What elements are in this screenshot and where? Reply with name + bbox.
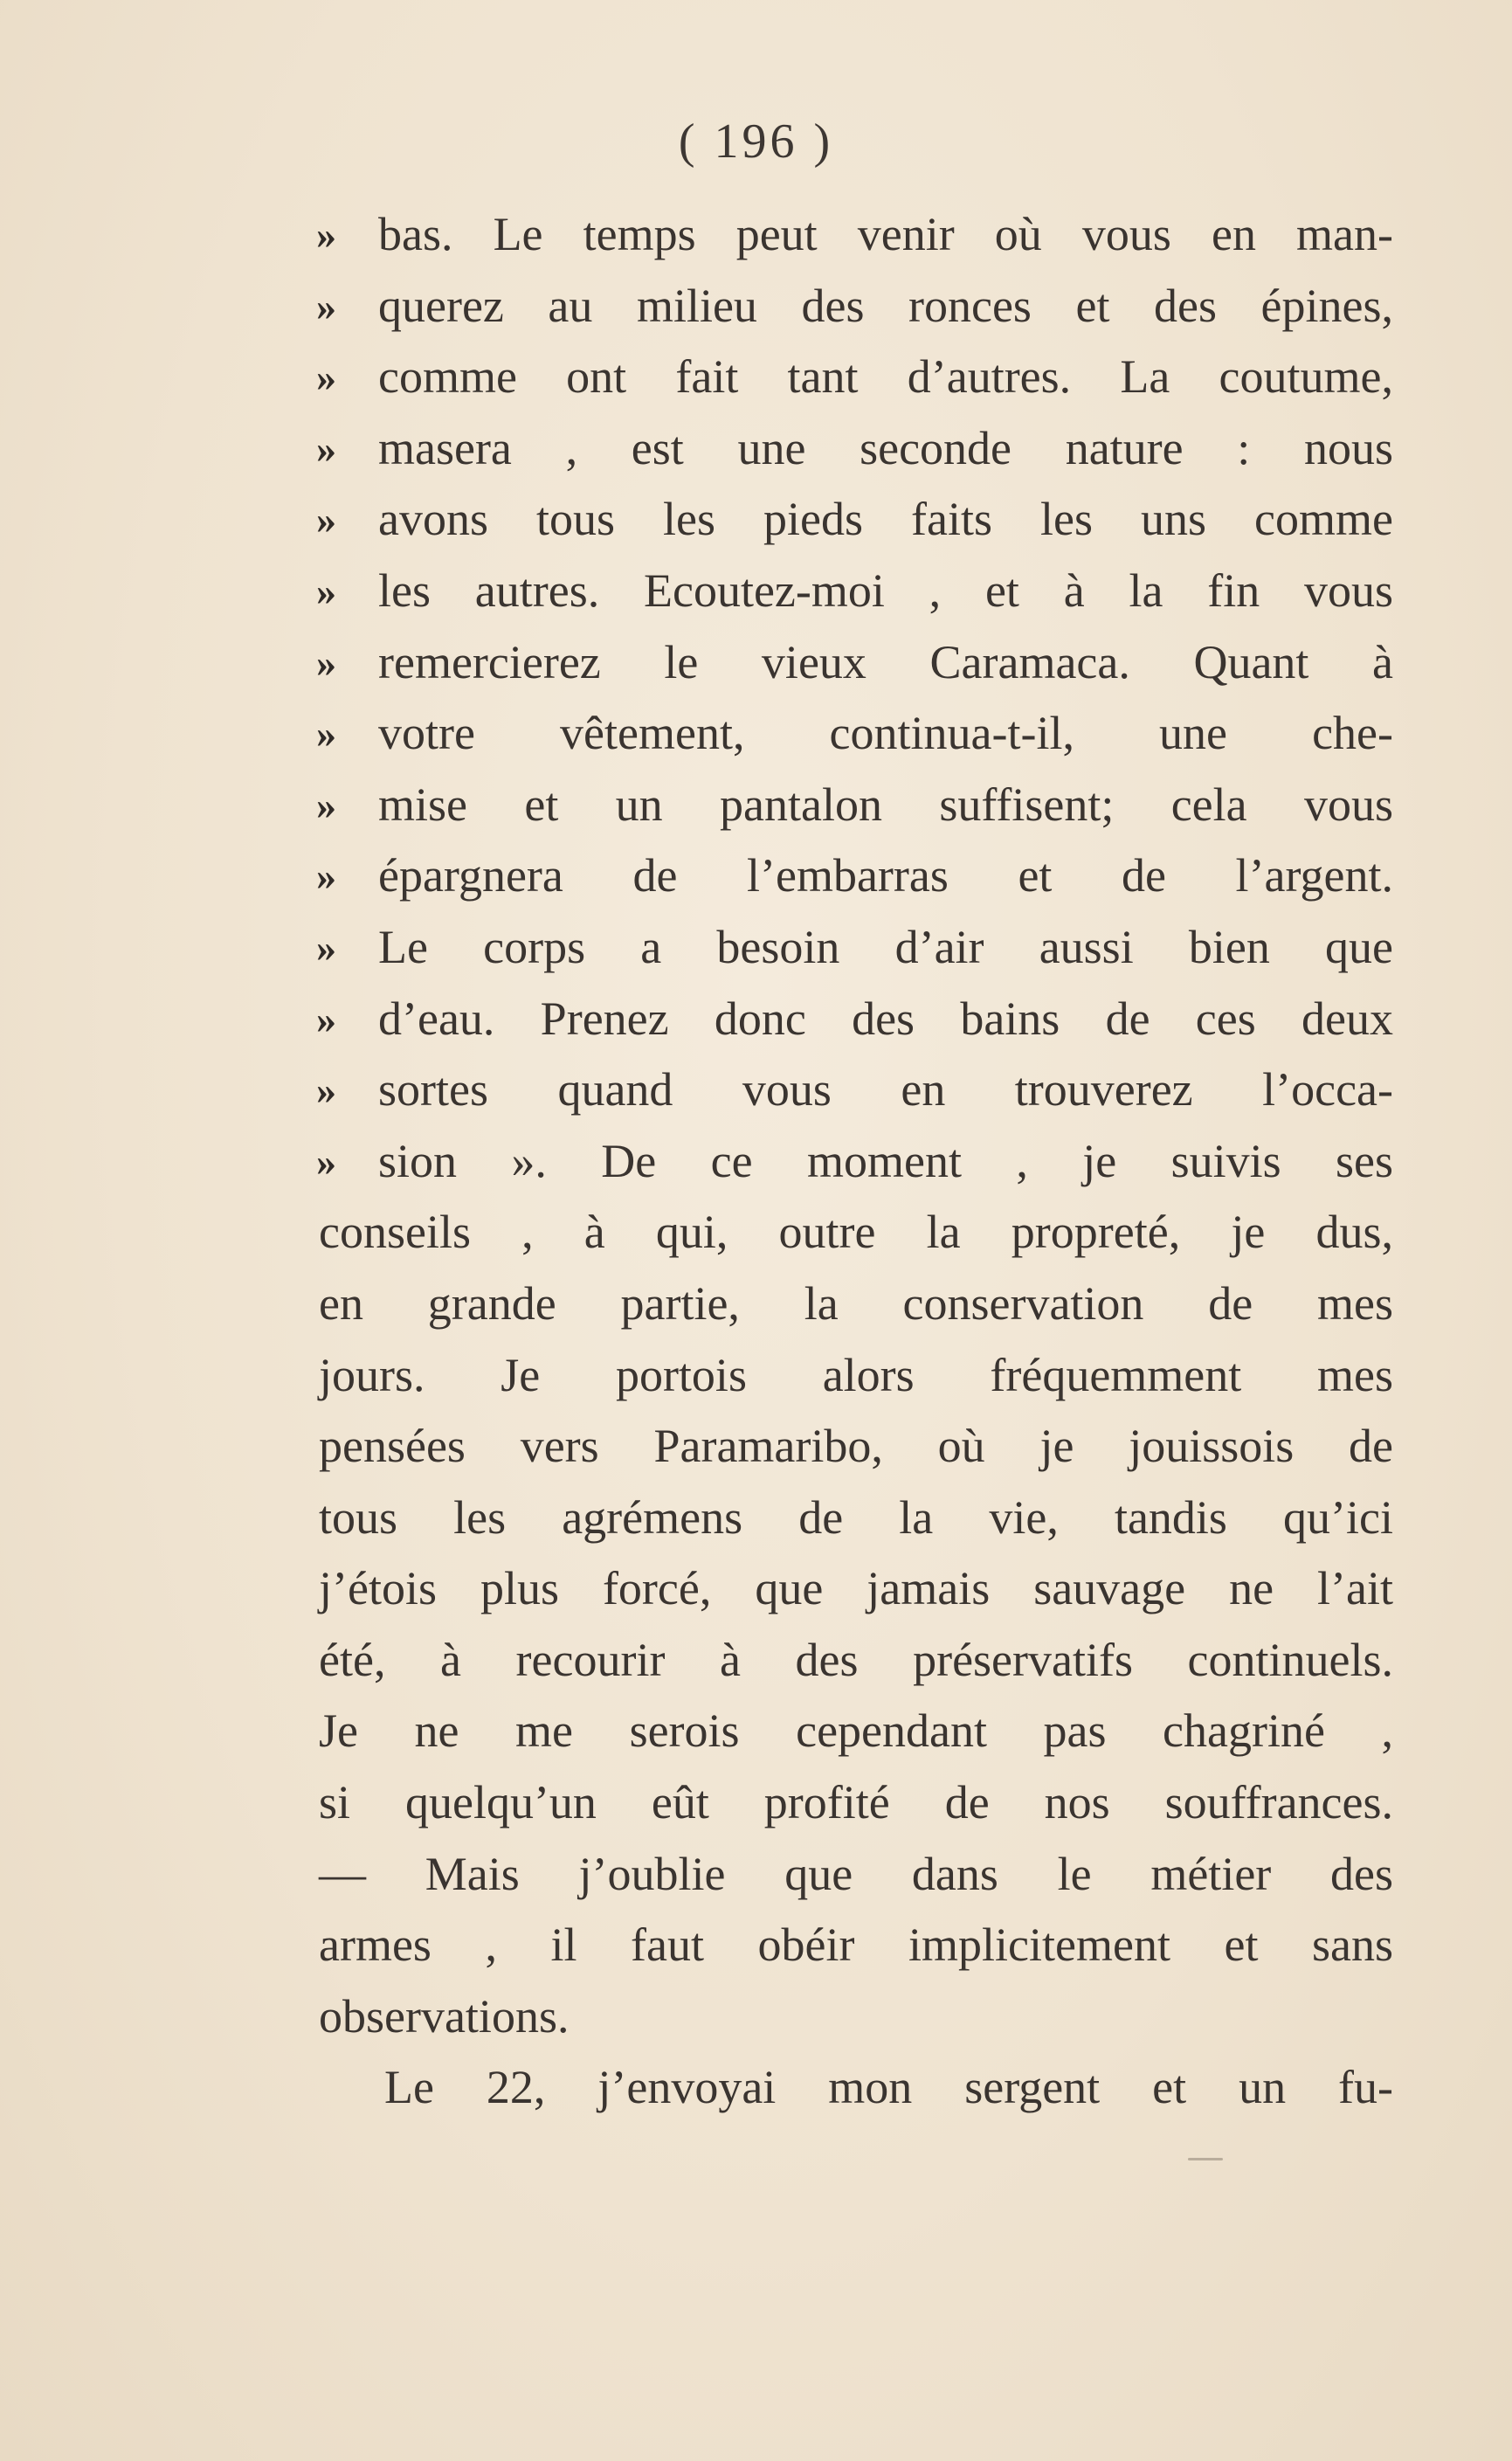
line-text: remercierez le vieux Caramaca. Quant à xyxy=(378,635,1393,688)
quote-mark: » xyxy=(316,996,336,1041)
line-text: les autres. Ecoutez-moi , et à la fin vous xyxy=(378,563,1393,617)
quote-mark: » xyxy=(316,782,336,827)
quote-mark: » xyxy=(316,212,336,257)
line-text: pensées vers Paramaribo, où je jouissois de xyxy=(319,1420,1393,1473)
text-line xyxy=(319,1910,1393,1981)
body-text xyxy=(316,199,1393,2124)
text-line xyxy=(316,413,1393,485)
text-line xyxy=(319,1411,1393,1483)
text-line xyxy=(316,698,1393,770)
quote-mark: » xyxy=(316,1068,336,1113)
ink-mark xyxy=(1188,2158,1223,2160)
line-text: sion ». De ce moment , je suivis ses xyxy=(378,1134,1393,1187)
line-text: — Mais j’oublie que dans le métier des xyxy=(319,1847,1393,1900)
text-line xyxy=(316,627,1393,699)
line-text: bas. Le temps peut venir où vous en man- xyxy=(378,208,1393,260)
quote-mark: » xyxy=(316,639,336,685)
line-text: querez au milieu des ronces et des épines, xyxy=(378,279,1393,332)
text-line xyxy=(316,342,1393,413)
line-text: d’eau. Prenez donc des bains de ces deux xyxy=(378,992,1393,1045)
text-line xyxy=(319,1767,1393,1839)
text-line xyxy=(319,1981,1393,2053)
text-line xyxy=(319,1696,1393,1767)
line-text: observations. xyxy=(319,1989,570,2043)
quote-mark: » xyxy=(316,924,336,970)
text-line xyxy=(316,984,1393,1055)
line-text: jours. Je portois alors fréquemment mes xyxy=(319,1348,1393,1401)
text-line xyxy=(319,1553,1393,1625)
line-text: masera , est une seconde nature : nous xyxy=(378,421,1393,474)
line-text: armes , il faut obéir implicitement et sans xyxy=(319,1918,1393,1972)
quote-mark: » xyxy=(316,355,336,400)
line-text: tous les agrémens de la vie, tandis qu’ici xyxy=(319,1490,1393,1544)
line-text: été, à recourir à des préservatifs continuels. xyxy=(319,1633,1393,1686)
line-text: Le corps a besoin d’air aussi bien que xyxy=(378,920,1393,973)
quote-mark: » xyxy=(316,711,336,757)
text-line xyxy=(319,1269,1393,1340)
line-text: si quelqu’un eût profité de nos souffrances. xyxy=(319,1776,1393,1829)
line-text: mise et un pantalon suffisent; cela vous xyxy=(378,778,1393,831)
line-text: en grande partie, la conservation de mes xyxy=(319,1276,1393,1330)
line-text: j’étois plus forcé, que jamais sauvage ne l’ait xyxy=(319,1562,1393,1615)
line-text: conseils , à qui, outre la propreté, je dus, xyxy=(319,1206,1393,1259)
line-text: avons tous les pieds faits les uns comme xyxy=(378,493,1393,546)
quote-mark: » xyxy=(316,283,336,328)
quote-mark: » xyxy=(316,854,336,899)
text-line xyxy=(319,1340,1393,1412)
text-line xyxy=(319,1839,1393,1911)
text-line xyxy=(316,840,1393,912)
text-line xyxy=(319,1625,1393,1697)
text-line xyxy=(319,2052,1393,2124)
text-line xyxy=(316,1054,1393,1126)
page-number: ( 196 ) xyxy=(678,114,834,169)
text-line xyxy=(316,271,1393,342)
text-line xyxy=(316,484,1393,556)
text-line xyxy=(316,912,1393,984)
quote-mark: » xyxy=(316,497,336,543)
line-text: sortes quand vous en trouverez l’occa- xyxy=(378,1063,1393,1116)
text-line xyxy=(316,770,1393,841)
quote-mark: » xyxy=(316,1138,336,1184)
text-line xyxy=(316,1126,1393,1198)
line-text: comme ont fait tant d’autres. La coutume, xyxy=(378,350,1393,404)
line-text: épargnera de l’embarras et de l’argent. xyxy=(378,849,1393,902)
text-line xyxy=(316,199,1393,271)
line-text: Je ne me serois cependant pas chagriné , xyxy=(319,1704,1393,1758)
quote-mark: » xyxy=(316,568,336,613)
text-line xyxy=(316,556,1393,627)
line-text: votre vêtement, continua-t-il, une che- xyxy=(378,707,1393,760)
line-text: Le 22, j’envoyai mon sergent et un fu- xyxy=(384,2061,1393,2114)
text-line xyxy=(319,1483,1393,1554)
quote-mark: » xyxy=(316,425,336,471)
text-line xyxy=(319,1197,1393,1269)
